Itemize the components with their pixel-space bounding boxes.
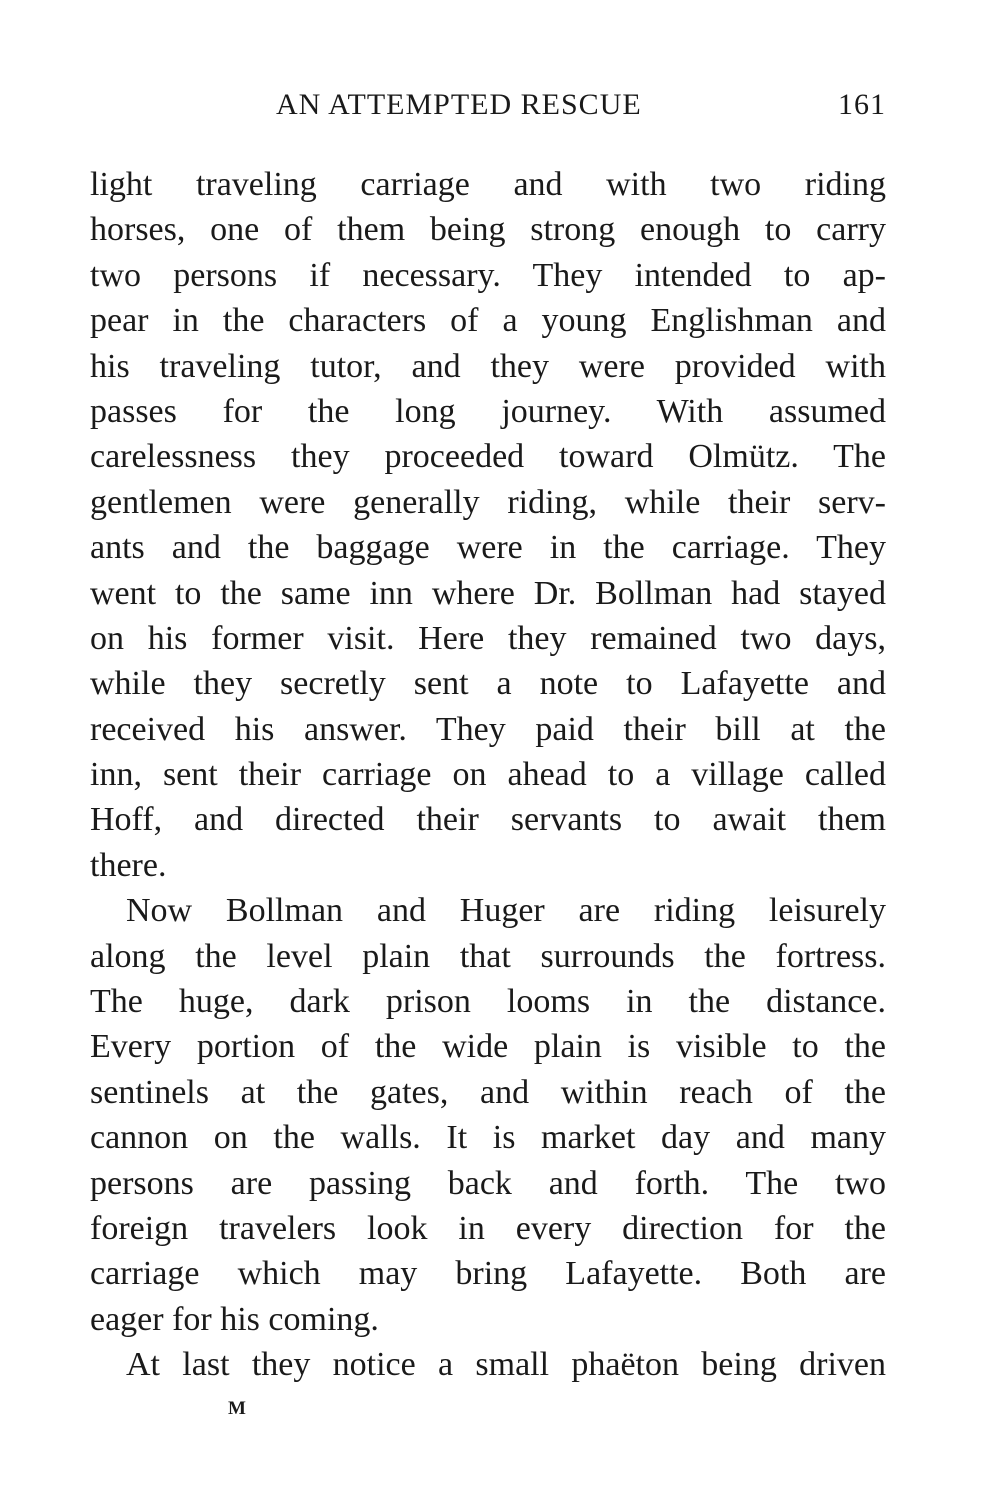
text-line: received his answer. They paid their bill at the	[90, 710, 886, 748]
signature-mark: M	[228, 1398, 247, 1419]
text-line: Every portion of the wide plain is visible to the	[90, 1028, 886, 1066]
text-line: there.	[90, 846, 167, 884]
text-line: Now Bollman and Huger are riding leisurely	[126, 892, 886, 930]
text-line: gentlemen were generally riding, while their serv-	[90, 483, 886, 521]
text-line: The huge, dark prison looms in the distance.	[90, 983, 886, 1021]
page-number: 161	[838, 88, 886, 121]
text-line: sentinels at the gates, and within reach of the	[90, 1073, 886, 1111]
body-text	[90, 162, 886, 1388]
text-line: along the level plain that surrounds the fortress.	[90, 937, 886, 975]
text-line: horses, one of them being strong enough to carry	[90, 211, 886, 249]
text-line: ants and the baggage were in the carriage. They	[90, 529, 886, 567]
text-line: cannon on the walls. It is market day and many	[90, 1119, 886, 1157]
text-line: eager for his coming.	[90, 1300, 379, 1338]
text-line: passes for the long journey. With assumed	[90, 392, 886, 430]
text-line: pear in the characters of a young Englishman and	[90, 302, 886, 340]
text-line: inn, sent their carriage on ahead to a village called	[90, 756, 886, 794]
text-line: two persons if necessary. They intended to ap-	[90, 256, 886, 294]
text-line: went to the same inn where Dr. Bollman had stayed	[90, 574, 886, 612]
text-line: his traveling tutor, and they were provided with	[90, 347, 886, 385]
text-line: carriage which may bring Lafayette. Both are	[90, 1255, 886, 1293]
running-head	[90, 88, 886, 128]
text-line: carelessness they proceeded toward Olmütz. The	[90, 438, 886, 476]
text-line: persons are passing back and forth. The two	[90, 1164, 886, 1202]
text-line: light traveling carriage and with two riding	[90, 166, 886, 203]
running-title: AN ATTEMPTED RESCUE	[276, 88, 642, 121]
text-line: on his former visit. Here they remained two days,	[90, 619, 886, 657]
text-line: foreign travelers look in every direction for the	[90, 1209, 886, 1247]
text-line: At last they notice a small phaëton being driven	[126, 1346, 886, 1384]
text-line: Hoff, and directed their servants to await them	[90, 801, 886, 839]
text-line: while they secretly sent a note to Lafayette and	[90, 665, 886, 703]
